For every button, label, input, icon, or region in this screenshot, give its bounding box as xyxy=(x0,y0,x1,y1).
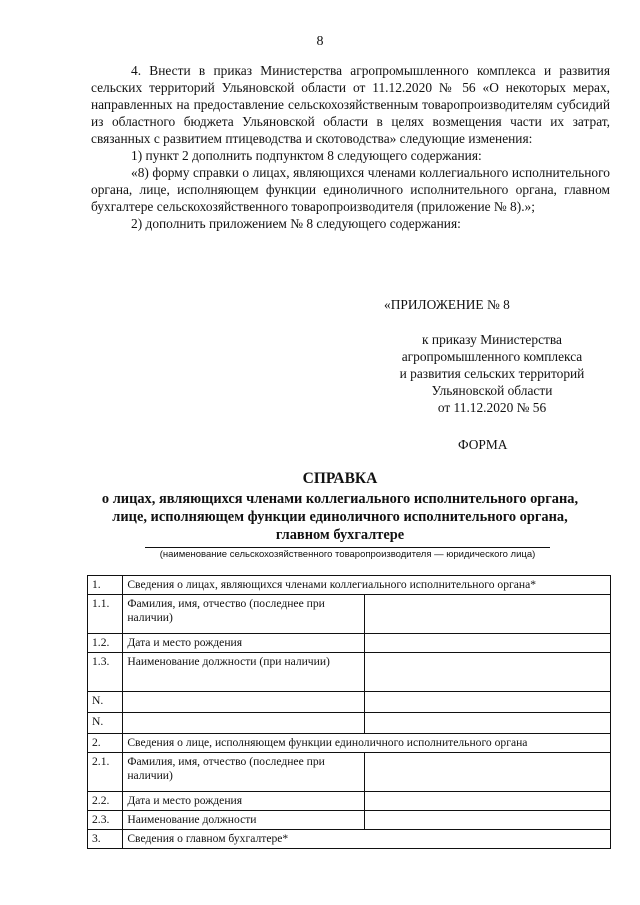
section-label: Сведения о лице, исполняющем функции единоличного исполнительного органа xyxy=(123,734,611,753)
info-table xyxy=(87,575,611,849)
title-main: СПРАВКА xyxy=(302,470,378,487)
table-row xyxy=(88,576,611,595)
appendix-line: Ульяновской области xyxy=(431,383,553,398)
appendix-line: к приказу Министерства xyxy=(422,332,562,347)
row-number: 2.1. xyxy=(88,753,123,792)
appendix-line: от 11.12.2020 № 56 xyxy=(437,400,547,415)
row-number: 2.3. xyxy=(88,811,123,830)
field-label: Наименование должности xyxy=(123,811,364,830)
appendix-line: и развития сельских территорий xyxy=(399,366,585,381)
field-label: Наименование должности (при наличии) xyxy=(123,653,364,692)
paragraph-amendment: 4. Внести в приказ Министерства агропромышленного комплекса и развития сельских территорий Ульяновской области от 11.12.2020 № 56 «О некоторых мерах, направленных на предоставление сельскохозяйственным товаропроизводителям субсидий из областного бюджета Ульяновской области в целях возмещения части их затрат, связанных с развитием птицеводства и скотоводства» следующие изменения: xyxy=(91,63,610,146)
row-number: N. xyxy=(88,713,123,734)
appendix-line: агропромышленного комплекса xyxy=(401,349,583,364)
table-row xyxy=(88,595,611,634)
field-label: Дата и место рождения xyxy=(123,792,364,811)
paragraph-quote-8: «8) форму справки о лицах, являющихся членами коллегиального исполнительного органа, лице, исполняющем функции единоличного исполнительного органа, главном бухгалтере сельскохозяйственного товаропроизводителя (приложение № 8).»; xyxy=(91,165,610,214)
table-row xyxy=(88,753,611,792)
table-row xyxy=(88,653,611,692)
field-label xyxy=(123,713,364,734)
row-number: 1.1. xyxy=(88,595,123,634)
section-label: Сведения о лицах, являющихся членами коллегиального исполнительного органа* xyxy=(123,576,611,595)
paragraph-item-2: 2) дополнить приложением № 8 следующего содержания: xyxy=(131,216,461,231)
table-row xyxy=(88,713,611,734)
field-label: Дата и место рождения xyxy=(123,634,364,653)
name-underline xyxy=(145,547,550,548)
row-number: 1.3. xyxy=(88,653,123,692)
value-cell[interactable] xyxy=(364,653,610,692)
title-line: о лицах, являющихся членами коллегиального исполнительного органа, xyxy=(101,491,579,507)
page-number: 8 xyxy=(316,34,324,49)
table-row xyxy=(88,692,611,713)
document-title xyxy=(70,470,610,544)
table-row xyxy=(88,734,611,753)
row-number: 2. xyxy=(88,734,123,753)
field-label xyxy=(123,692,364,713)
value-cell[interactable] xyxy=(364,692,610,713)
name-caption: (наименование сельскохозяйственного товаропроизводителя — юридического лица) xyxy=(159,549,536,560)
body-text xyxy=(91,62,610,232)
row-number: 3. xyxy=(88,830,123,849)
table-row xyxy=(88,792,611,811)
row-number: 1.2. xyxy=(88,634,123,653)
appendix-header xyxy=(384,296,600,416)
row-number: 2.2. xyxy=(88,792,123,811)
value-cell[interactable] xyxy=(364,595,610,634)
field-label: Фамилия, имя, отчество (последнее при наличии) xyxy=(123,753,364,792)
field-label: Фамилия, имя, отчество (последнее при наличии) xyxy=(123,595,364,634)
value-cell[interactable] xyxy=(364,811,610,830)
value-cell[interactable] xyxy=(364,753,610,792)
row-number: N. xyxy=(88,692,123,713)
title-line: лице, исполняющем функции единоличного исполнительного органа, xyxy=(112,509,568,525)
row-number: 1. xyxy=(88,576,123,595)
section-label: Сведения о главном бухгалтере* xyxy=(123,830,611,849)
paragraph-item-1: 1) пункт 2 дополнить подпунктом 8 следующего содержания: xyxy=(131,148,482,163)
value-cell[interactable] xyxy=(364,634,610,653)
form-label: ФОРМА xyxy=(458,437,508,452)
table-row xyxy=(88,811,611,830)
title-line: главном бухгалтере xyxy=(275,527,405,543)
value-cell[interactable] xyxy=(364,792,610,811)
table-row xyxy=(88,634,611,653)
value-cell[interactable] xyxy=(364,713,610,734)
table-row xyxy=(88,830,611,849)
appendix-heading: «ПРИЛОЖЕНИЕ № 8 xyxy=(384,297,510,312)
